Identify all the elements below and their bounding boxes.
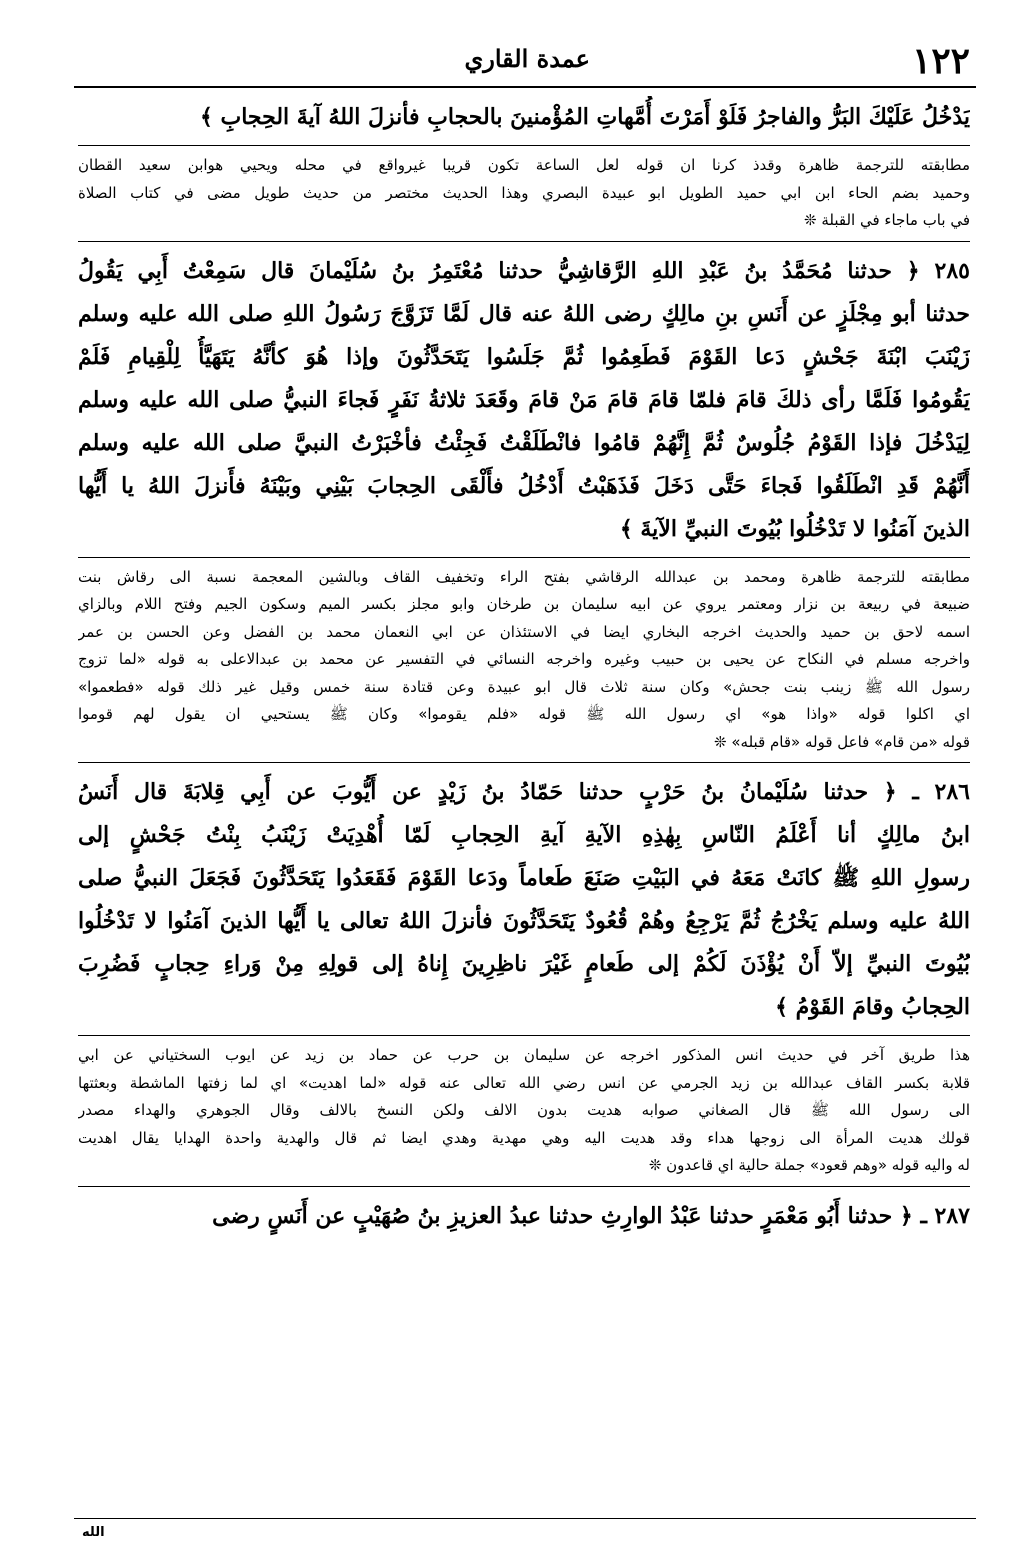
commentary-line: وحميد بضم الحاء ابن ابي حميد الطويل ابو عبيدة البصري وهذا الحديث مختصر من حديث طويل مضى في كتاب الصلاة [78,183,970,202]
commentary-line: له واليه قوله «وهم قعود» جملة حالية اي قاعدون ❊ [648,1156,970,1174]
commentary-line: هذا طريق آخر في حديث انس المذكور اخرجه عن سليمان بن حرب عن حماد بن زيد عن ايوب السختياني عن ابي [78,1046,970,1064]
commentary-line: رسول الله ﷺ زينب بنت جحش» وكان سنة ثلاث قال ابو عبيدة وعن قتادة سنة خمس وقيل غير ذلك قوله «فطعموا» [78,677,970,696]
hadith-line: لِيَدْخُلَ فإذا القَوْمُ جُلُوسٌ ثُمَّ إِنَّهُمْ قامُوا فانْطَلَقْتُ فَجِئْتُ فأخْبَرْتُ النبيَّ صلى الله عليه وسلم [78,429,970,456]
hadith-line: حدثنا أبو مِجْلَزٍ عن أَنَسِ بنِ مالِكٍ رضى اللهُ عنه قال لَمَّا تَزَوَّجَ رَسُولُ اللهِ صلى الله عليه وسلم [78,300,970,327]
hadith-line: بُيُوتَ النبيِّ إلاّ أَنْ يُؤْذَنَ لَكُمْ إلى طَعامٍ غَيْرَ ناظِرِينَ إِناهُ إلى قولِهِ مِنْ وَراءِ حِجابٍ فَضُرِبَ [78,951,970,977]
section-divider [78,145,970,146]
hadith-text-block [78,765,970,1033]
commentary-line: الى رسول الله ﷺ قال الصغاني صوابه هديت بدون الالف ولكن النسخ بالالف وقال الجوهري والهداء مصدر [78,1101,970,1119]
commentary-line: واخرجه مسلم في النكاح عن يحيى بن حبيب وغيره واخرجه النسائي في التفسير عن محمد بن عبدالاعلى به قوله «لما تزوج [78,650,970,668]
footer-rule [74,1518,976,1519]
commentary-line: ضبيعة في ربيعة بن نزار ومعتمر يروي عن ابيه سليمان بن طرخان وابو مجلز بكسر الميم وسكون الجيم وفتح اللام وبالزاي [78,595,970,613]
commentary-block [78,148,970,239]
commentary-line: مطابقته للترجمة ظاهرة وقدذ كرنا ان قوله لعل الساعة تكون قريبا غيرواقع في محله ويحيي هوابن سعيد القطان [78,156,970,174]
section-divider [78,1186,970,1187]
hadith-line: الذينَ آمَنُوا لا تَدْخُلُوا بُيُوتَ النبيِّ الآيةَ ﴾ [619,515,970,542]
hadith-line: ٢٨٦ ـ ﴿ حدثنا سُلَيْمانُ بنُ حَرْبٍ حدثنا حَمّادُ بنُ زَيْدٍ عن أَيُّوبَ عن أَبِي قِلابَةَ قال أَنَسُ [78,779,970,805]
hadith-line: ٢٨٧ ـ ﴿ حدثنا أَبُو مَعْمَرٍ حدثنا عَبْدُ الوارِثِ حدثنا عبدُ العزيزِ بنُ صُهَيْبٍ عن أَنَسٍ رضى [212,1202,970,1229]
section-divider [78,762,970,763]
commentary-block [78,560,970,761]
hadith-line: الحِجابُ وقامَ القَوْمُ ﴾ [775,994,970,1020]
running-title: عمدة القاري [464,44,590,73]
header-rule [74,86,976,88]
hadith-line: زَيْنَبَ ابْنَةَ جَحْشٍ دَعا القَوْمَ فَطَعِمُوا ثُمَّ جَلَسُوا يَتَحَدَّثُونَ وإذا هُوَ كأنَّهُ يَتَهَيَّأُ لِلْقِيامِ فَلَمْ [78,343,970,370]
hadith-line: يَقُومُوا فَلَمَّا رأى ذلكَ قامَ فلمّا قامَ قامَ مَنْ قامَ وقَعَدَ ثلاثةُ نَفَرٍ فَجاءَ النبيُّ صلى الله عليه وسلم [78,386,970,413]
hadith-line: اللهُ عليه وسلم يَخْرُجُ ثُمَّ يَرْجِعُ وهُمْ قُعُودٌ يَتَحَدَّثُونَ فأنزلَ اللهُ تعالى يا أَيُّها الذينَ آمَنُوا لا تَدْخُلُوا [78,908,970,934]
page-number: ١٢٢ [911,40,970,82]
hadith-line: يَدْخُلُ عَلَيْكَ البَرُّ والفاجرُ فَلَوْ أَمَرْتَ أُمَّهاتِ المُؤْمنينَ بالحجابِ فأنزلَ اللهُ آيةَ الحِجابِ ﴾ [199,104,970,130]
hadith-line: ٢٨٥ ﴿ حدثنا مُحَمَّدُ بنُ عَبْدِ اللهِ الرَّقاشِيُّ حدثنا مُعْتَمِرُ بنُ سُلَيْمانَ قال سَمِعْتُ أَبِي يَقُولُ [78,257,970,284]
hadith-line: أَنَّهُمْ قَدِ انْطَلَقُوا فَجاءَ حَتَّى دَخَلَ فَذَهَبْتُ أَدْخُلُ فأَلْقَى الحِجابَ بَيْنِي وبَيْنَهُ فأَنزلَ اللهُ يا أَيُّها [78,472,970,499]
commentary-line: قلابة بكسر القاف عبدالله بن زيد الجرمي عن انس رضي الله تعالى عنه قوله «لما اهديت» اي لما زفتها الماشطة وبعثتها [78,1073,970,1092]
commentary-line: قوله «من قام» فاعل قوله «قام قبله» ❊ [714,732,970,751]
commentary-line: اي اكلوا قوله «واذا هو» اي رسول الله ﷺ قوله «فلم يقوموا» وكان ﷺ يستحيي ان يقول لهم قوموا [78,705,970,723]
hadith-line: ابنُ مالِكٍ أنا أَعْلَمُ النّاسِ بِهٰذِهِ الآيةِ آيةِ الحِجابِ لَمّا أُهْدِيَتْ زَيْنَبُ بِنْتُ جَحْشٍ إلى [78,822,970,848]
hadith-line: رسولِ اللهِ ﷺ كانَتْ مَعَهُ في البَيْتِ صَنَعَ طَعاماً ودَعا القَوْمَ فَقَعَدُوا يَتَحَدَّثُونَ فَجَعَلَ النبيُّ صلى [78,865,970,891]
commentary-line: قولك هديت المرأة الى زوجها هداء وقد هديت اليه وهي مهدية وهدي ايضا ثم قال والهدية واحدة الهدايا يقال اهديت [78,1128,970,1147]
section-divider [78,241,970,242]
section-divider [78,557,970,558]
page-header [70,40,970,88]
hadith-text-block [78,90,970,143]
hadith-text-block [78,244,970,555]
commentary-line: مطابقته للترجمة ظاهرة ومحمد بن عبدالله الرقاشي بفتح الراء وتخفيف القاف وبالشين المعجمة نسبة الى رقاش بنت [78,567,970,586]
section-divider [78,1035,970,1036]
commentary-line: في باب ماجاء في القبلة ❊ [804,211,970,229]
commentary-line: اسمه لاحق بن حميد والحديث اخرجه البخاري ايضا في الاستئذان عن ابي النعمان محمد بن الفضل وعن الحسن بن عمر [78,622,970,641]
hadith-text-block [78,1189,970,1242]
catchword: الله [82,1525,105,1540]
text-body [78,90,970,1242]
commentary-block [78,1038,970,1184]
